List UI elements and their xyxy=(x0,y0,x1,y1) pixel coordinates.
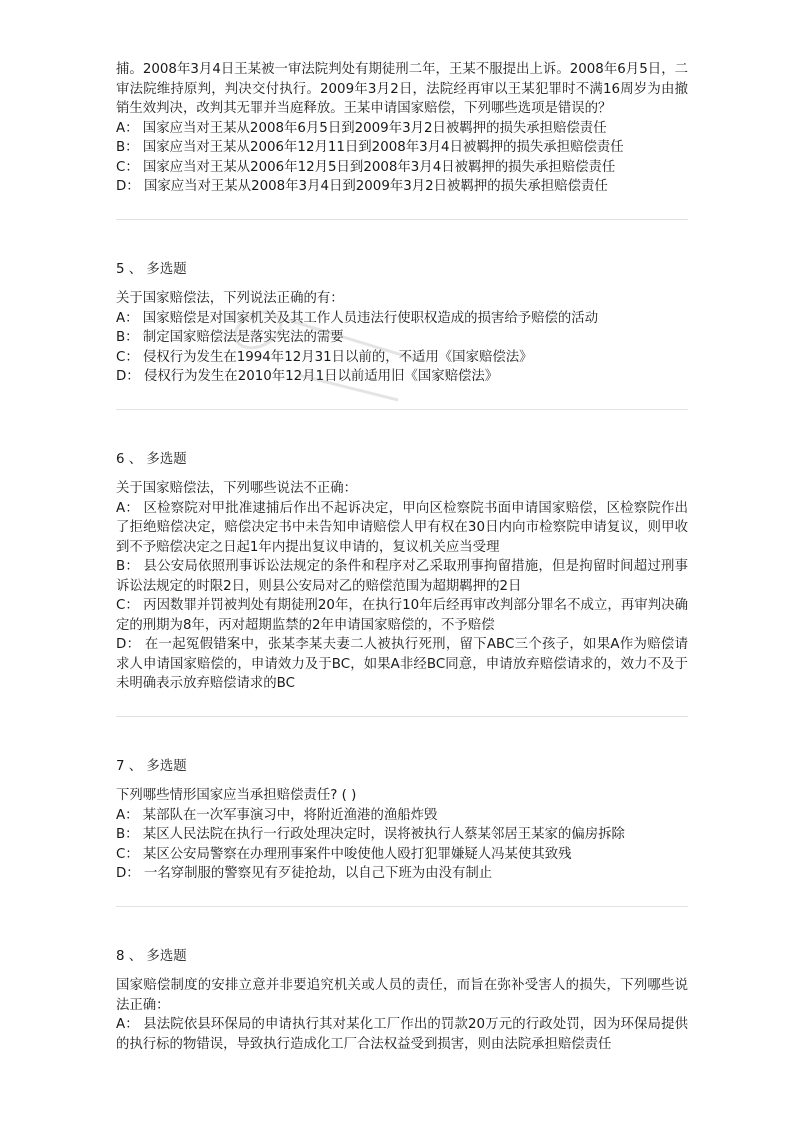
question-5 xyxy=(116,260,688,410)
option-a: A： 区检察院对甲批准逮捕后作出不起诉决定，甲向区检察院书面申请国家赔偿，区检察院作出了拒绝赔偿决定，赔偿决定书中未告知申请赔偿人甲有权在30日内向市检察院申请复议，则甲收到不予赔偿决定之日起1年内提出复议申请的，复议机关应当受理 xyxy=(116,500,688,555)
option-a: A： 国家赔偿是对国家机关及其工作人员违法行使职权造成的损害给予赔偿的活动 xyxy=(116,310,599,326)
option-c: C： 某区公安局警察在办理刑事案件中唆使他人殴打犯罪嫌疑人冯某使其致残 xyxy=(116,846,572,862)
option-a: A： 某部队在一次军事演习中，将附近渔港的渔船炸毁 xyxy=(116,807,438,823)
intro-option-c: C： 国家应当对王某从2006年12月5日到2008年3月4日被羁押的损失承担赔偿责任 xyxy=(116,159,616,175)
intro-option-b: B： 国家应当对王某从2006年12月11日到2008年3月4日被羁押的损失承担赔偿责任 xyxy=(116,140,624,155)
option-b: B： 某区人民法院在执行一行政处理决定时，误将被执行人蔡某邻居王某家的偏房拆除 xyxy=(116,827,625,842)
question-stem: 关于国家赔偿法，下列说法正确的有： xyxy=(116,291,344,306)
question-8 xyxy=(116,947,688,1055)
intro-stem: 捕。2008年3月4日王某被一审法院判处有期徒刑二年，王某不服提出上诉。2008年6月5日，二审法院维持原判，判决交付执行。2009年3月2日，法院经再审以王某犯罪时不满16周岁为由撤销生效判决，改判其无罪并当庭释放。王某申请国家赔偿，下列哪些选项是错误的？ xyxy=(116,62,688,116)
divider xyxy=(116,716,688,717)
intro-section xyxy=(116,60,688,220)
divider xyxy=(116,219,688,220)
question-stem: 下列哪些情形国家应当承担赔偿责任? ( ) xyxy=(116,788,357,803)
option-c: C： 侵权行为发生在1994年12月31日以前的，不适用《国家赔偿法》 xyxy=(116,349,533,365)
option-b: B： 县公安局依照刑事诉讼法规定的条件和程序对乙采取刑事拘留措施，但是拘留时间超过刑事诉讼法规定的时限2日，则县公安局对乙的赔偿范围为超期羁押的2日 xyxy=(116,559,688,594)
option-d: D： 在一起冤假错案中，张某李某夫妻二人被执行死刑，留下ABC三个孩子，如果A作为赔偿请求人申请国家赔偿的，申请效力及于BC，如果A非经BC同意，申请放弃赔偿请求的，效力不及于未明确表示放弃赔偿请求的BC xyxy=(116,637,688,691)
question-heading: 6 、 多选题 xyxy=(116,451,187,467)
question-heading: 7 、 多选题 xyxy=(116,758,187,774)
question-heading: 8 、 多选题 xyxy=(116,948,187,964)
intro-option-a: A： 国家应当对王某从2008年6月5日到2009年3月2日被羁押的损失承担赔偿责任 xyxy=(116,120,607,136)
question-7 xyxy=(116,757,688,907)
question-heading: 5 、 多选题 xyxy=(116,261,187,277)
question-6 xyxy=(116,450,688,717)
question-stem: 国家赔偿制度的安排立意并非要追究机关或人员的责任，而旨在弥补受害人的损失，下列哪些说法正确： xyxy=(116,978,688,1013)
option-c: C： 丙因数罪并罚被判处有期徒刑20年，在执行10年后经再审改判部分罪名不成立，再审判决确定的刑期为8年，丙对超期监禁的2年申请国家赔偿的，不予赔偿 xyxy=(116,598,688,633)
divider xyxy=(116,906,688,907)
option-d: D： 一名穿制服的警察见有歹徒抢劫，以自己下班为由没有制止 xyxy=(116,866,493,881)
intro-option-d: D： 国家应当对王某从2008年3月4日到2009年3月2日被羁押的损失承担赔偿责任 xyxy=(116,179,608,194)
option-b: B： 制定国家赔偿法是落实宪法的需要 xyxy=(116,330,344,345)
divider xyxy=(116,409,688,410)
question-stem: 关于国家赔偿法，下列哪些说法不正确： xyxy=(116,481,358,496)
document-page xyxy=(116,60,688,1054)
option-a: A： 县法院依县环保局的申请执行其对某化工厂作出的罚款20万元的行政处罚，因为环保局提供的执行标的物错误，导致执行造成化工厂合法权益受到损害，则由法院承担赔偿责任 xyxy=(116,1017,688,1052)
option-d: D： 侵权行为发生在2010年12月1日以前适用旧《国家赔偿法》 xyxy=(116,369,499,384)
